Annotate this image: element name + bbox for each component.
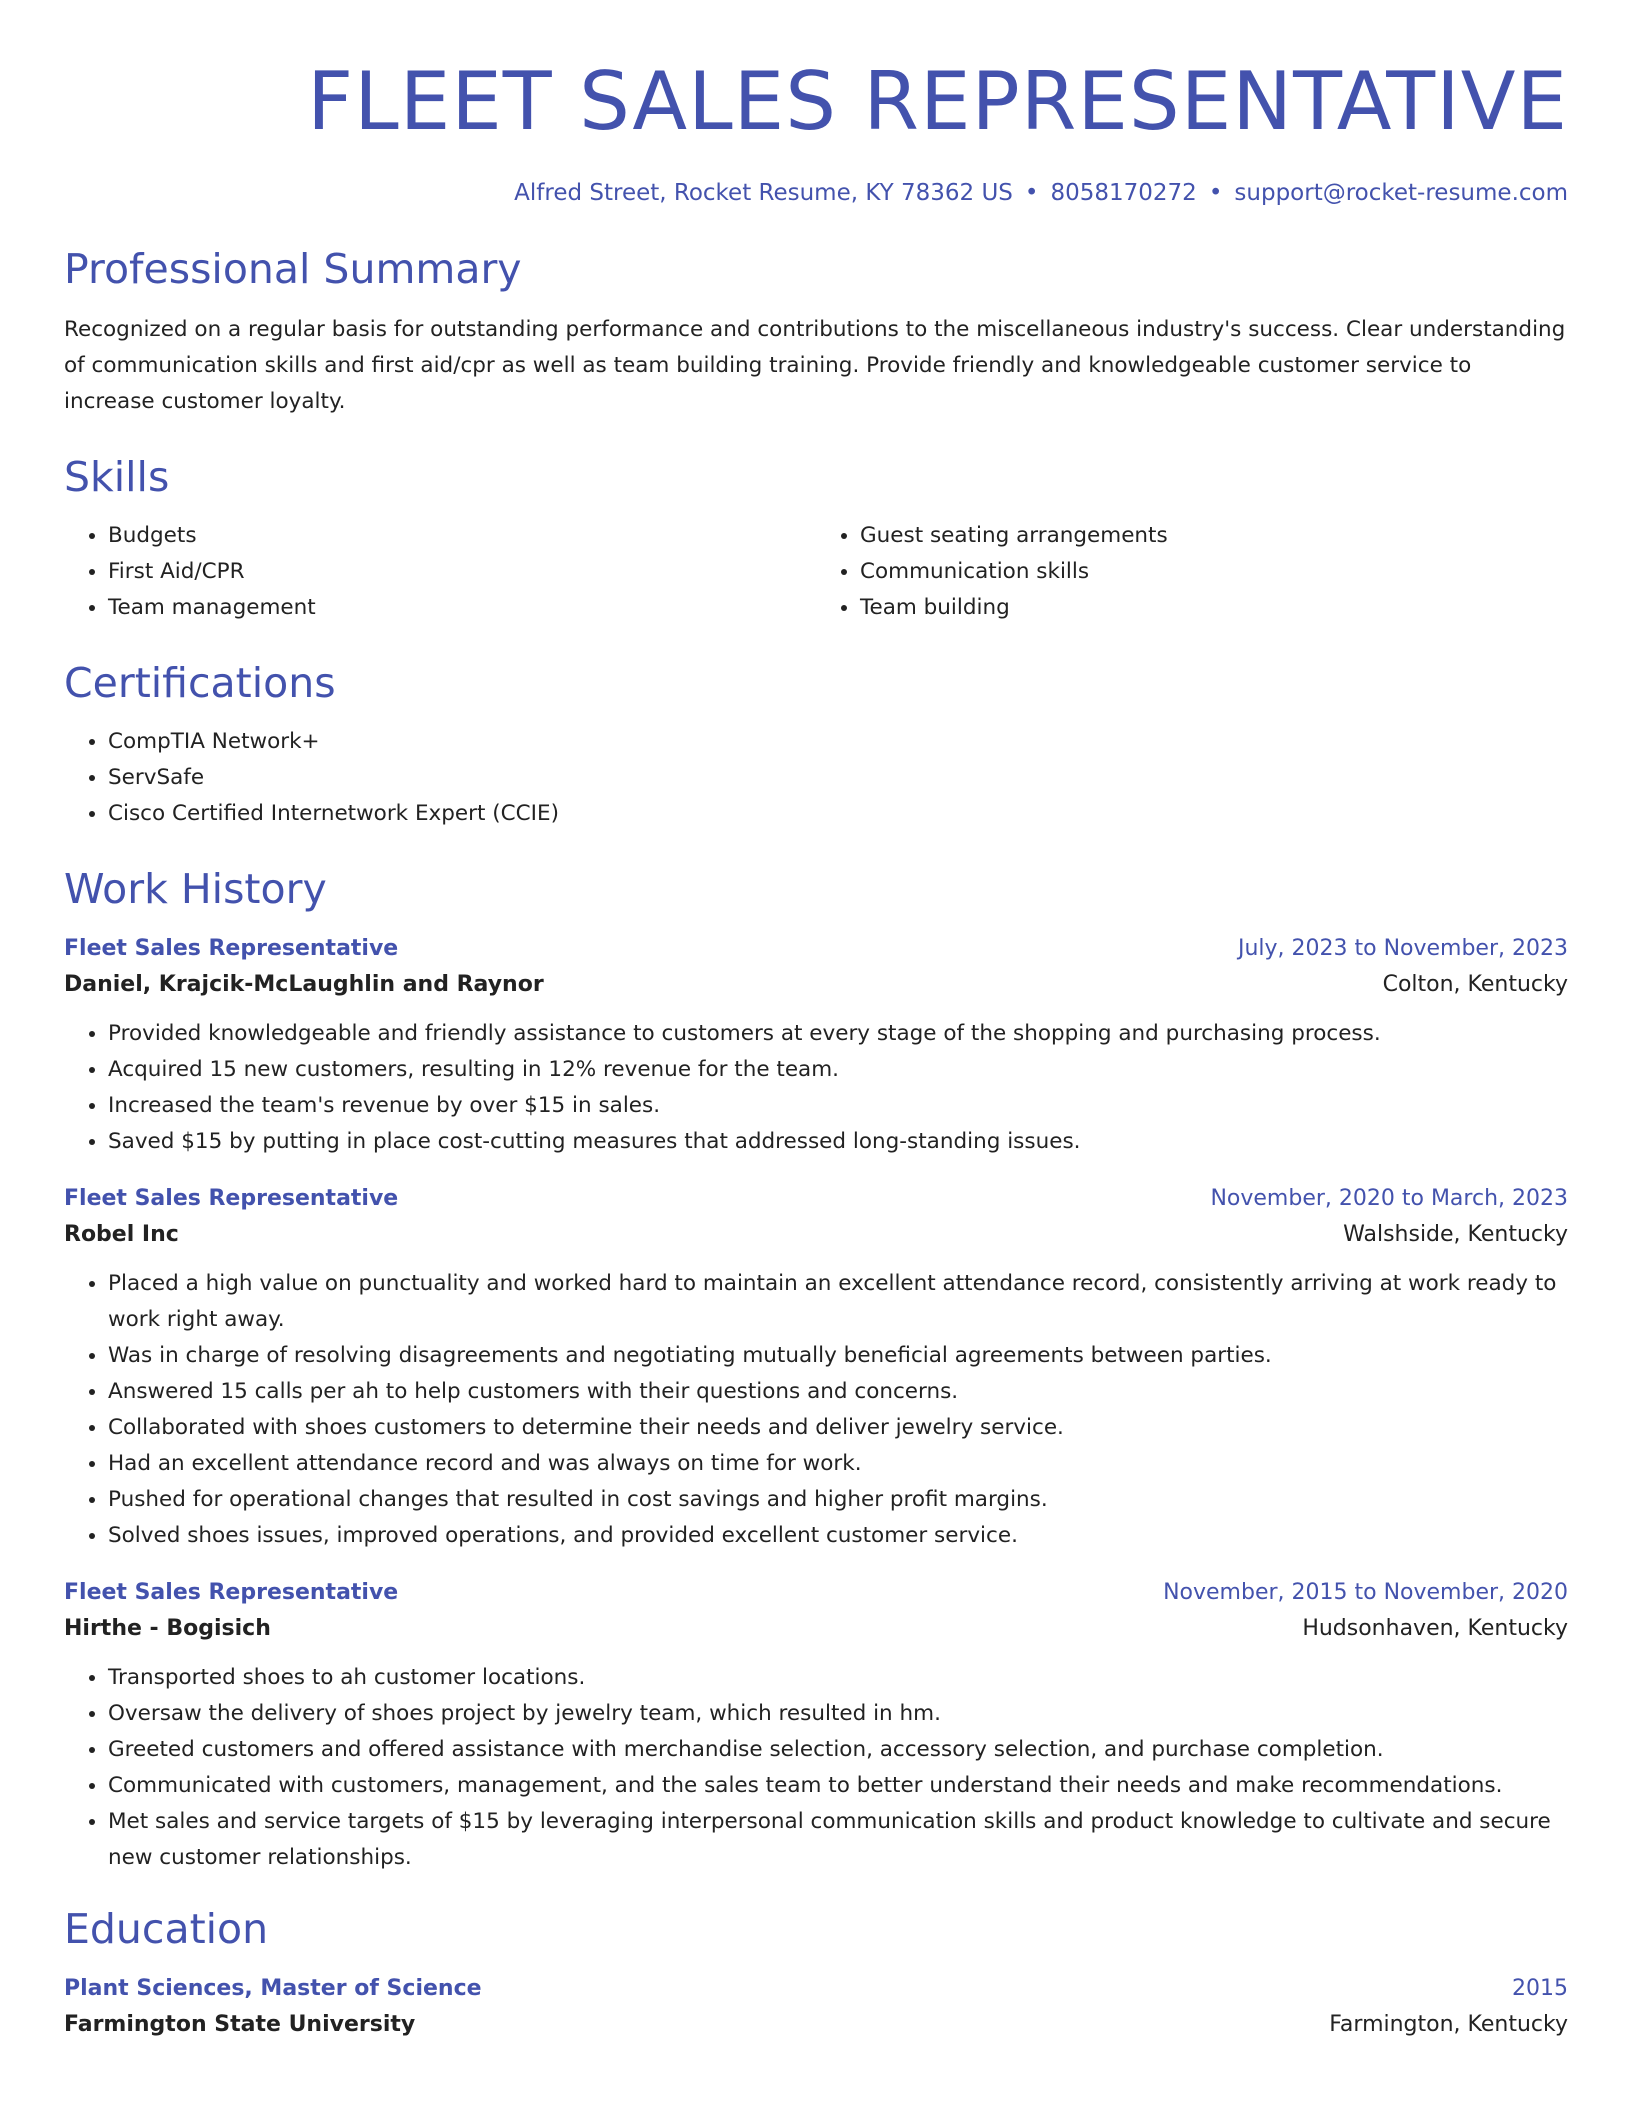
skills-columns <box>64 518 1568 626</box>
job-bullet: • Met sales and service targets of $15 by leveraging interpersonal communication skills and product knowledge to cultivate and secure new customer relationships. <box>108 1804 1568 1876</box>
contact-phone[interactable]: 8058170272 <box>1050 180 1197 206</box>
summary-text: Recognized on a regular basis for outstanding performance and contributions to the miscellaneous industry's success. Clear understanding of communication skills and first aid/cpr as well as team building training. Provide friendly and knowledgeable customer service to increase customer loyalty. <box>64 317 1566 414</box>
job-company: Hirthe - Bogisich <box>64 1616 271 1641</box>
job-bullet: • Communicated with customers, management, and the sales team to better understand their needs and make recommendations. <box>108 1768 1568 1804</box>
job-title: Fleet Sales Representative <box>64 1580 399 1605</box>
summary-heading: Professional Summary <box>64 245 522 293</box>
job-bullet: • Oversaw the delivery of shoes project by jewelry team, which resulted in hm. <box>108 1696 1568 1732</box>
job-location: Colton, Kentucky <box>1382 972 1568 997</box>
job-company: Daniel, Krajcik-McLaughlin and Raynor <box>64 972 544 997</box>
work-history-section <box>64 864 1568 1876</box>
education-year: 2015 <box>1512 1976 1568 2001</box>
skill-item: • Team building <box>860 590 1568 626</box>
job-bullet: • Was in charge of resolving disagreements and negotiating mutually beneficial agreements between parties. <box>108 1338 1568 1374</box>
skills-heading: Skills <box>64 453 170 501</box>
job-location: Walshside, Kentucky <box>1343 1222 1568 1247</box>
skill-item: • First Aid/CPR <box>108 554 816 590</box>
education-degree: Plant Sciences, Master of Science <box>64 1976 482 2001</box>
job-title: Fleet Sales Representative <box>64 936 399 961</box>
skills-column-right <box>816 518 1568 626</box>
summary-section <box>64 244 1568 420</box>
contact-address: Alfred Street, Rocket Resume, KY 78362 US <box>514 180 1013 206</box>
job-dates: July, 2023 to November, 2023 <box>1237 936 1568 961</box>
job-bullet: • Increased the team's revenue by over $15 in sales. <box>108 1088 1568 1124</box>
job-entry <box>64 932 1568 1160</box>
certifications-section <box>64 658 1568 832</box>
job-bullet: • Had an excellent attendance record and was always on time for work. <box>108 1446 1568 1482</box>
education-heading: Education <box>64 1905 269 1953</box>
job-bullet: • Collaborated with shoes customers to determine their needs and deliver jewelry service. <box>108 1410 1568 1446</box>
contact-separator: • <box>1024 180 1039 206</box>
certifications-heading: Certifications <box>64 659 336 707</box>
job-bullet: • Provided knowledgeable and friendly assistance to customers at every stage of the shopping and purchasing process. <box>108 1016 1568 1052</box>
job-company: Robel Inc <box>64 1222 179 1247</box>
education-section <box>64 1904 1568 2044</box>
work-history-heading: Work History <box>64 865 327 913</box>
job-bullet: • Transported shoes to ah customer locations. <box>108 1660 1568 1696</box>
certification-item: • Cisco Certified Internetwork Expert (CCIE) <box>108 796 1568 832</box>
job-bullet: • Placed a high value on punctuality and worked hard to maintain an excellent attendance record, consistently arriving at work ready to work right away. <box>108 1266 1568 1338</box>
contact-email[interactable]: support@rocket-resume.com <box>1234 180 1568 206</box>
job-dates: November, 2015 to November, 2020 <box>1163 1580 1568 1605</box>
job-bullet: • Greeted customers and offered assistance with merchandise selection, accessory selection, and purchase completion. <box>108 1732 1568 1768</box>
education-location: Farmington, Kentucky <box>1329 2012 1568 2037</box>
skill-item: • Guest seating arrangements <box>860 518 1568 554</box>
job-bullet: • Solved shoes issues, improved operations, and provided excellent customer service. <box>108 1518 1568 1554</box>
education-entry <box>64 1972 1568 2044</box>
certification-item: • CompTIA Network+ <box>108 724 1568 760</box>
job-bullet: • Answered 15 calls per ah to help customers with their questions and concerns. <box>108 1374 1568 1410</box>
skill-item: • Budgets <box>108 518 816 554</box>
contact-line <box>64 178 1568 208</box>
job-bullet: • Acquired 15 new customers, resulting in 12% revenue for the team. <box>108 1052 1568 1088</box>
job-title-heading: FLEET SALES REPRESENTATIVE <box>307 55 1568 148</box>
job-location: Hudsonhaven, Kentucky <box>1302 1616 1568 1641</box>
skills-column-left <box>64 518 816 626</box>
job-dates: November, 2020 to March, 2023 <box>1210 1186 1568 1211</box>
job-bullet: • Pushed for operational changes that resulted in cost savings and higher profit margins. <box>108 1482 1568 1518</box>
job-bullet: • Saved $15 by putting in place cost-cutting measures that addressed long-standing issues. <box>108 1124 1568 1160</box>
contact-separator: • <box>1208 180 1223 206</box>
skill-item: • Communication skills <box>860 554 1568 590</box>
job-entry <box>64 1182 1568 1554</box>
job-entry <box>64 1576 1568 1876</box>
certification-item: • ServSafe <box>108 760 1568 796</box>
job-title: Fleet Sales Representative <box>64 1186 399 1211</box>
skill-item: • Team management <box>108 590 816 626</box>
education-school: Farmington State University <box>64 2012 416 2037</box>
resume-header <box>64 52 1568 208</box>
skills-section <box>64 452 1568 626</box>
